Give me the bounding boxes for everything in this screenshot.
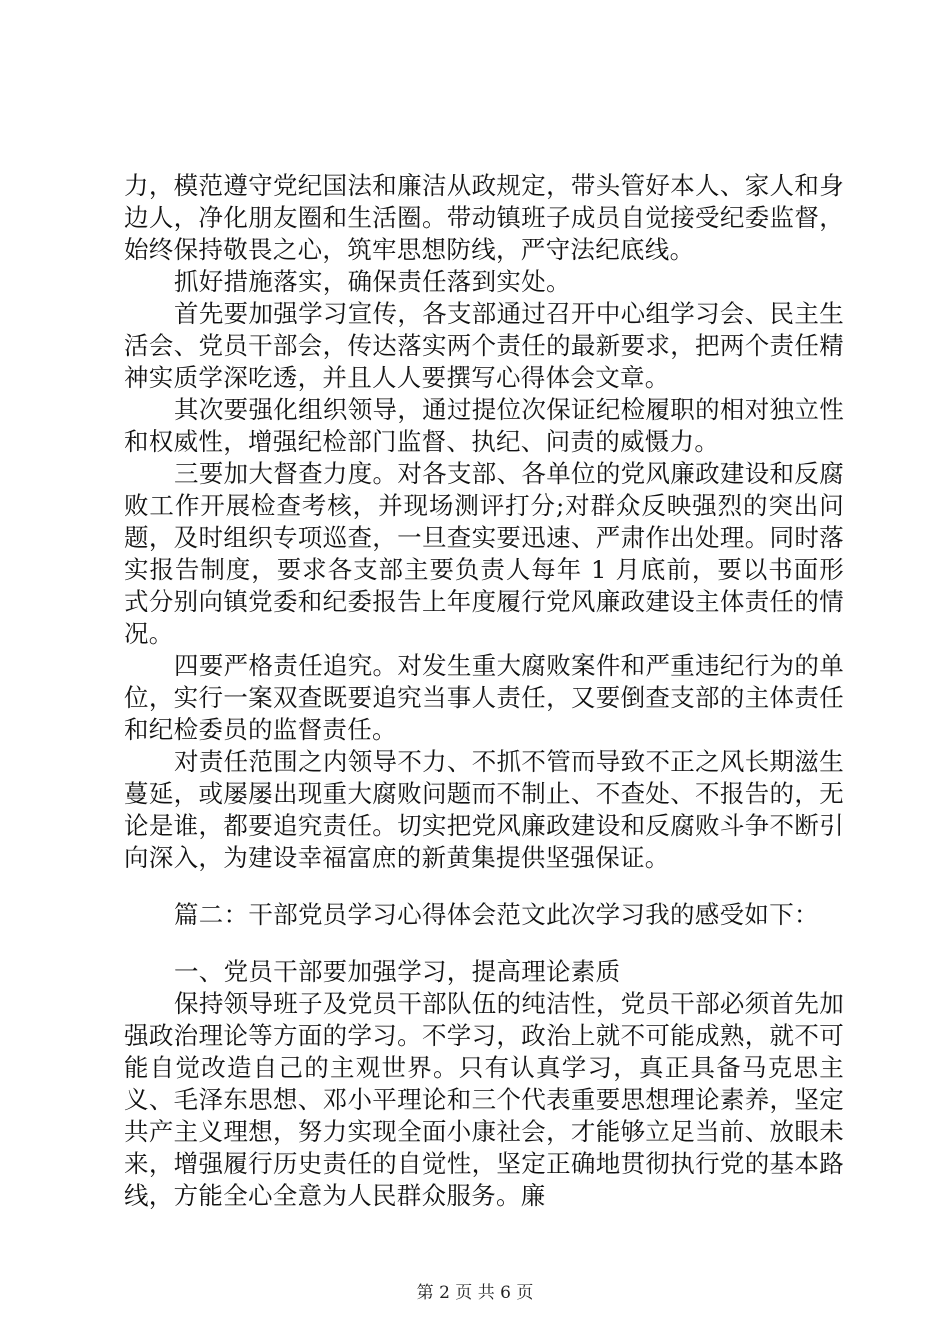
paragraph-5: 三要加大督查力度。对各支部、各单位的党风廉政建设和反腐败工作开展检查考核，并现场测评打分;对群众反映强烈的突出问题，及时组织专项巡查，一旦查实要迅速、严肃作出处理。同时落实报告制度，要求各支部主要负责人每年 1 月底前，要以书面形式分别向镇党委和纪委报告上年度履行党风廉政建设主体责任的情况。 <box>124 459 844 648</box>
paragraph-3: 首先要加强学习宣传，各支部通过召开中心组学习会、民主生活会、党员干部会，传达落实两个责任的最新要求，把两个责任精神实质学深吃透，并且人人要撰写心得体会文章。 <box>124 299 844 392</box>
document-body <box>124 170 844 1212</box>
paragraph-7: 对责任范围之内领导不力、不抓不管而导致不正之风长期滋生蔓延，或屡屡出现重大腐败问题而不制止、不查处、不报告的，无论是谁，都要追究责任。切实把党风廉政建设和反腐败斗争不断引向深入，为建设幸福富庶的新黄集提供坚强保证。 <box>124 747 844 872</box>
paragraph-4: 其次要强化组织领导，通过提位次保证纪检履职的相对独立性和权威性，增强纪检部门监督、执纪、问责的威慑力。 <box>124 395 844 456</box>
spacer <box>124 874 844 899</box>
spacer <box>124 931 844 956</box>
paragraph-2: 抓好措施落实，确保责任落到实处。 <box>174 267 571 296</box>
page-number: 第 2 页 共 6 页 <box>416 1283 534 1303</box>
paragraph-1: 力，模范遵守党纪国法和廉洁从政规定，带头管好本人、家人和身边人，净化朋友圈和生活圈。带动镇班子成员自觉接受纪委监督，始终保持敬畏之心，筑牢思想防线，严守法纪底线。 <box>124 171 844 264</box>
paragraph-6: 四要严格责任追究。对发生重大腐败案件和严重违纪行为的单位，实行一案双查既要追究当事人责任，又要倒查支部的主体责任和纪检委员的监督责任。 <box>124 651 844 744</box>
section-title: 篇二：干部党员学习心得体会范文此次学习我的感受如下： <box>174 900 819 929</box>
paragraph-8: 保持领导班子及党员干部队伍的纯洁性，党员干部必须首先加强政治理论等方面的学习。不学习，政治上就不可能成熟，就不可能自觉改造自己的主观世界。只有认真学习，真正具备马克思主义、毛泽东思想、邓小平理论和三个代表重要思想理论素养，坚定共产主义理想，努力实现全面小康社会，才能够立足当前、放眼未来，增强履行历史责任的自觉性，坚定正确地贯彻执行党的基本路线，方能全心全意为人民群众服务。廉 <box>124 989 844 1210</box>
subheading: 一、党员干部要加强学习，提高理论素质 <box>174 957 621 986</box>
